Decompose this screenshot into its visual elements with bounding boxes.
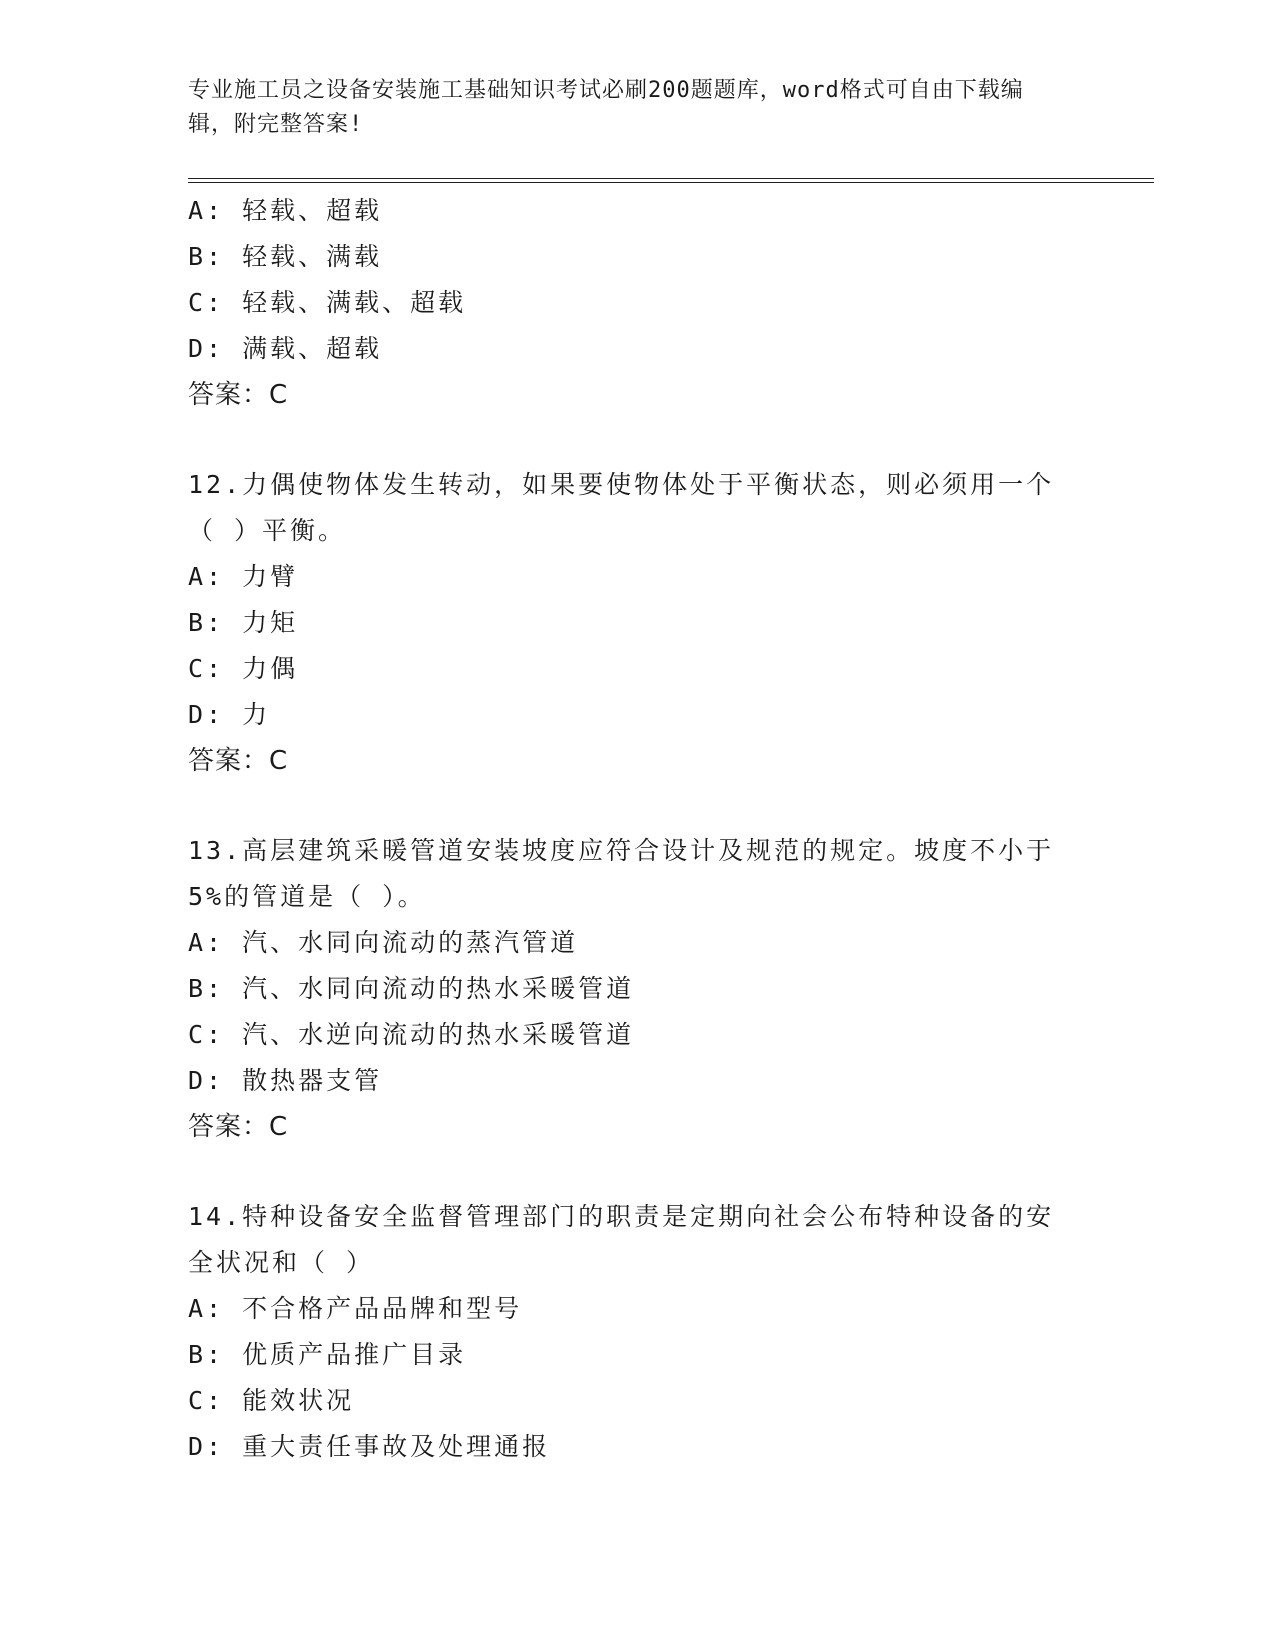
question-stem: 14.特种设备安全监督管理部门的职责是定期向社会公布特种设备的安 — [188, 1202, 1055, 1231]
question-stem: 13.高层建筑采暖管道安装坡度应符合设计及规范的规定。坡度不小于 — [188, 836, 1055, 865]
option-c: C: 轻载、满载、超载 — [188, 288, 467, 317]
question-block-11 — [188, 188, 1088, 418]
header-divider — [188, 178, 1154, 183]
option-a: A: 轻载、超载 — [188, 196, 383, 225]
spacer — [188, 784, 1088, 828]
option-c: C: 能效状况 — [188, 1386, 355, 1415]
option-c: C: 力偶 — [188, 654, 299, 683]
question-stem-continued: 全状况和（ ） — [188, 1248, 375, 1277]
spacer — [188, 418, 1088, 462]
question-block-14 — [188, 1194, 1088, 1470]
answer-line: 答案：C — [188, 746, 289, 776]
question-stem: 12.力偶使物体发生转动，如果要使物体处于平衡状态，则必须用一个 — [188, 470, 1055, 499]
option-b: B: 汽、水同向流动的热水采暖管道 — [188, 974, 635, 1003]
question-block-13 — [188, 828, 1088, 1150]
option-b: B: 优质产品推广目录 — [188, 1340, 467, 1369]
option-b: B: 力矩 — [188, 608, 299, 637]
answer-line: 答案：C — [188, 1112, 289, 1142]
option-b: B: 轻载、满载 — [188, 242, 383, 271]
option-d: D: 力 — [188, 700, 271, 729]
option-d: D: 满载、超载 — [188, 334, 383, 363]
option-c: C: 汽、水逆向流动的热水采暖管道 — [188, 1020, 635, 1049]
option-d: D: 散热器支管 — [188, 1066, 383, 1095]
option-a: A: 力臂 — [188, 562, 299, 591]
header-title: 专业施工员之设备安装施工基础知识考试必刷200题题库，word格式可自由下载编辑，附完整答案! — [188, 78, 1024, 137]
question-block-12 — [188, 462, 1088, 784]
page-header — [188, 74, 1068, 142]
option-d: D: 重大责任事故及处理通报 — [188, 1432, 551, 1461]
question-stem-continued: （ ）平衡。 — [188, 516, 347, 545]
question-content — [188, 188, 1088, 1470]
option-a: A: 汽、水同向流动的蒸汽管道 — [188, 928, 579, 957]
option-a: A: 不合格产品品牌和型号 — [188, 1294, 523, 1323]
spacer — [188, 1150, 1088, 1194]
question-stem-continued: 5%的管道是（ ）。 — [188, 882, 426, 911]
answer-line: 答案：C — [188, 380, 289, 410]
